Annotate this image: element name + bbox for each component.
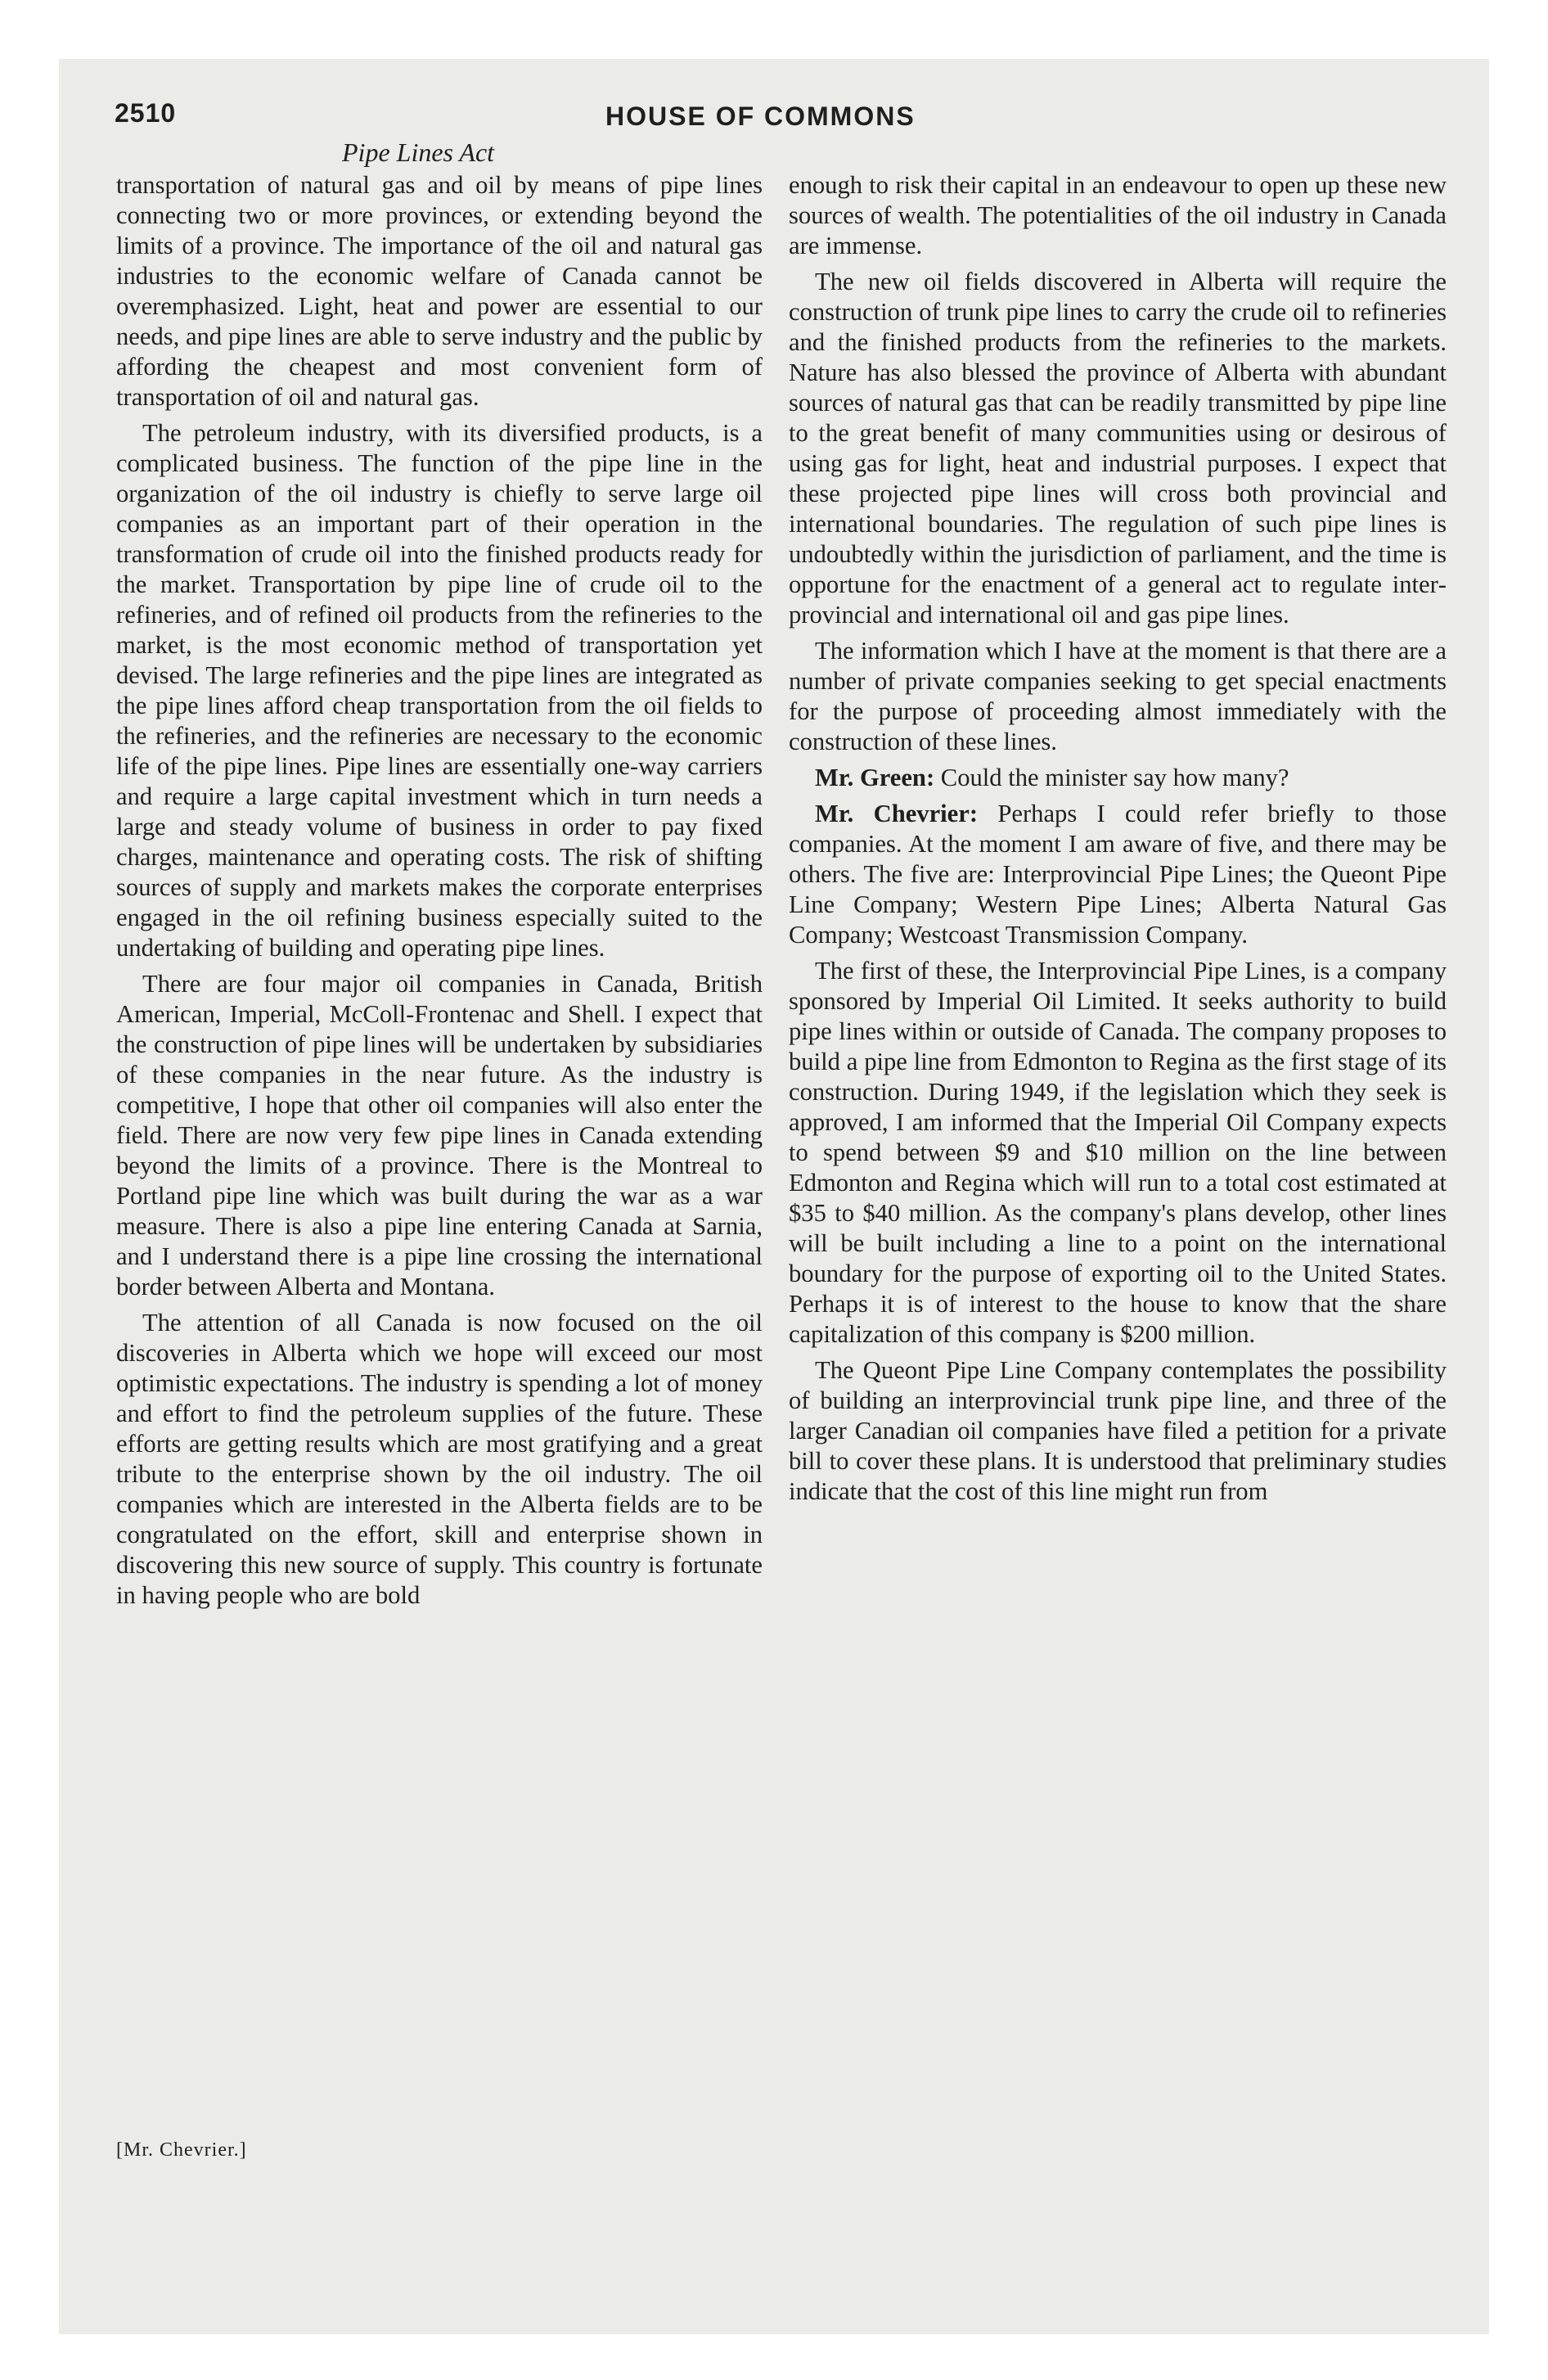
speech-paragraph xyxy=(789,799,1447,950)
paragraph: The petroleum industry, with its diversified products, is a complicated business. The function of the pipe line in the organization of the oil industry is chiefly to serve large oil companies as an important part of their operation in the transformation of crude oil into the finished products ready for the market. Transportation by pipe line of crude oil to the refineries, and of refined oil products from the refineries to the market, is the most economic method of transportation yet devised. The large refineries and the pipe lines are integrated as the pipe lines afford cheap transportation from the oil fields to the refineries, and the refineries are necessary to the economic life of the pipe lines. Pipe lines are essentially one-way carriers and require a large capital investment which in turn needs a large and steady volume of business in order to pay fixed charges, maintenance and operating costs. The risk of shifting sources of supply and markets makes the corporate enterprises engaged in the oil refining business especially suited to the undertaking of building and operating pipe lines. xyxy=(116,419,763,962)
paragraph: The attention of all Canada is now focused on the oil discoveries in Alberta which we hope will exceed our most optimistic expectations. The industry is spending a lot of money and effort to find the petroleum supplies of the future. These efforts are getting results which are most gratifying and a great tribute to the enterprise shown by the oil industry. The oil companies which are interested in the Alberta fields are to be congratulated on the effort, skill and enterprise shown in discovering this new source of supply. This country is fortunate in having people who are bold xyxy=(116,1309,763,1609)
subject-heading: Pipe Lines Act xyxy=(342,137,495,167)
page-number: 2510 xyxy=(115,98,177,128)
paragraph: The information which I have at the moment is that there are a number of private companies seeking to get special enactments for the purpose of proceeding almost immediately with the construction of these lines. xyxy=(789,637,1447,755)
speech-text: Perhaps I could refer briefly to those companies. At the moment I am aware of five, and there may be others. The five are: Interprovincial Pipe Lines; the Queont Pipe Line Company; Western Pipe Lines; Alberta Natural Gas Company; Westcoast Transmission Company. xyxy=(789,800,1447,949)
paragraph: transportation of natural gas and oil by means of pipe lines connecting two or more provinces, or extending beyond the limits of a province. The importance of the oil and natural gas industries to the economic welfare of Canada cannot be overemphasized. Light, heat and power are essential to our needs, and pipe lines are able to serve industry and the public by affording the cheapest and most convenient form of transportation of oil and natural gas. xyxy=(116,171,763,411)
paragraph: enough to risk their capital in an endeavour to open up these new sources of wealth. The potentialities of the oil industry in Canada are immense. xyxy=(789,171,1447,259)
paragraph: There are four major oil companies in Canada, British American, Imperial, McColl-Frontenac and Shell. I expect that the construction of pipe lines will be undertaken by subsidiaries of these companies in the near future. As the industry is competitive, I hope that other oil companies will also enter the field. There are now very few pipe lines in Canada extending beyond the limits of a province. There is the Montreal to Portland pipe line which was built during the war as a war measure. There is also a pipe line entering Canada at Sarnia, and I understand there is a pipe line crossing the international border between Alberta and Montana. xyxy=(116,970,763,1300)
paragraph: The first of these, the Interprovincial Pipe Lines, is a company sponsored by Imperial Oil Limited. It seeks authority to build pipe lines within or outside of Canada. The company proposes to build a pipe line from Edmonton to Regina as the first stage of its construction. During 1949, if the legislation which they seek is approved, I am informed that the Imperial Oil Company expects to spend between $9 and $10 million on the line between Edmonton and Regina which will run to a total cost estimated at $35 to $40 million. As the company's plans develop, other lines will be built including a line to a point on the international boundary for the purpose of exporting oil to the United States. Perhaps it is of interest to the house to know that the share capitalization of this company is $200 million. xyxy=(789,957,1447,1348)
running-head: HOUSE OF COMMONS xyxy=(605,101,916,131)
right-column xyxy=(789,170,1447,1512)
speaker-footnote: [Mr. Chevrier.] xyxy=(116,2139,247,2161)
speaker-name: Mr. Green: xyxy=(815,764,935,791)
speech-text: Could the minister say how many? xyxy=(940,764,1289,791)
paragraph: The new oil fields discovered in Alberta will require the construction of trunk pipe lines to carry the crude oil to refineries and the finished products from the refineries to the markets. Nature has also blessed the province of Alberta with abundant sources of natural gas that can be readily transmitted by pipe line to the great benefit of many communities using or desirous of using gas for light, heat and industrial purposes. I expect that these projected pipe lines will cross both provincial and international boundaries. The regulation of such pipe lines is undoubtedly within the jurisdiction of parliament, and the time is opportune for the enactment of a general act to regulate interprovincial and international oil and gas pipe lines. xyxy=(789,268,1447,629)
speaker-name: Mr. Chevrier: xyxy=(815,800,979,827)
paragraph: The Queont Pipe Line Company contemplates the possibility of building an interprovincial trunk pipe line, and three of the larger Canadian oil companies have filed a petition for a private bill to cover these plans. It is understood that preliminary studies indicate that the cost of this line might run from xyxy=(789,1356,1447,1505)
left-column xyxy=(116,170,763,1616)
speech-paragraph xyxy=(789,763,1447,793)
